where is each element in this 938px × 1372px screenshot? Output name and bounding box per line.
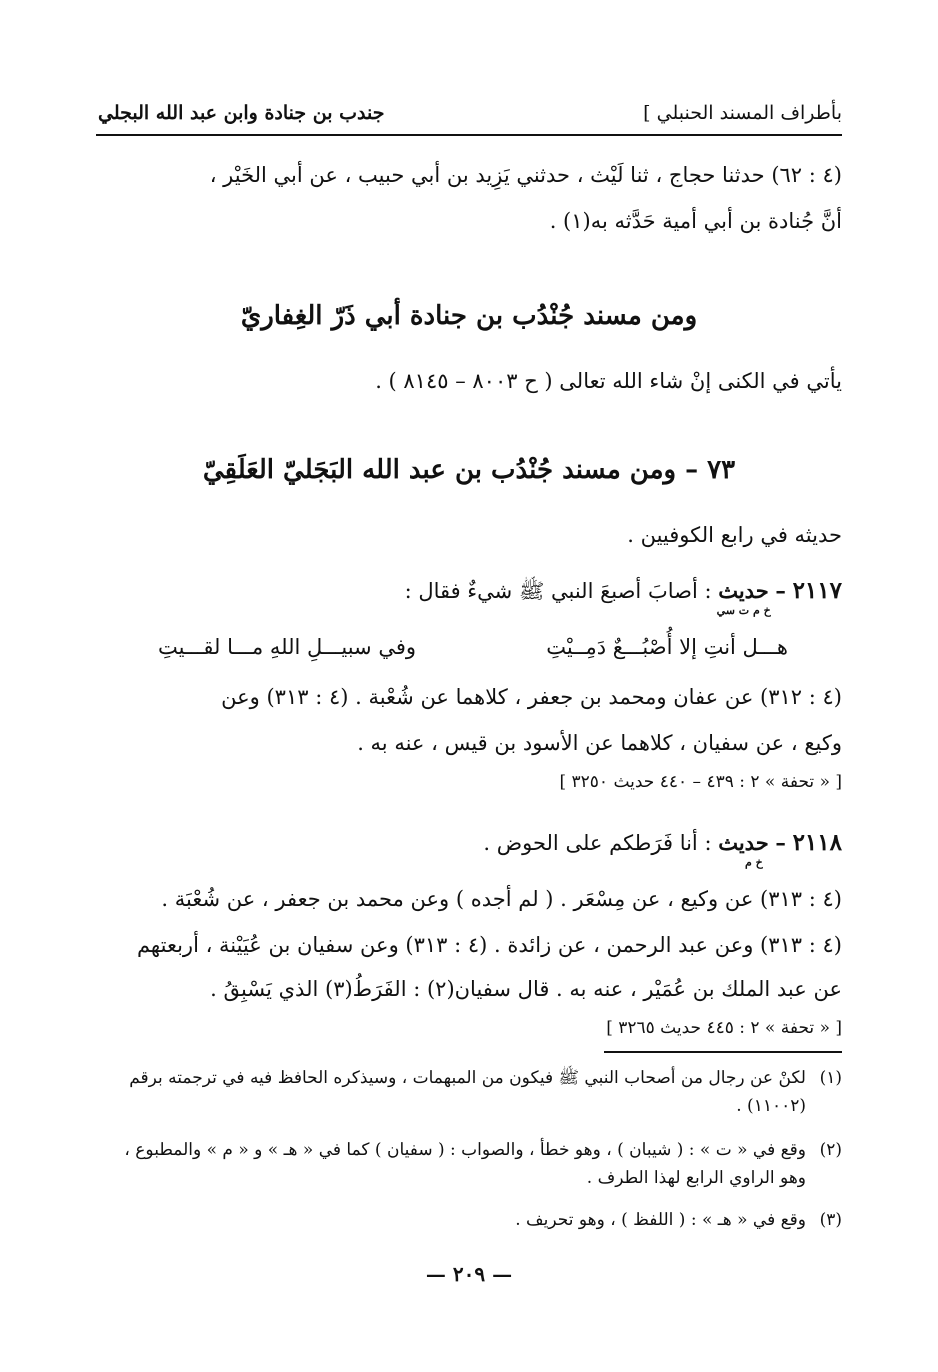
top-entry-line-1: (٤ : ٦٢) حدثنا حجاج ، ثنا لَيْث ، حدثني يَزِيد بن أبي حبيب ، عن أبي الخَيْر ، — [209, 163, 842, 187]
footnote-text-cont: (١١٠٠٢) . — [736, 1096, 806, 1116]
hadith-keyword-text: حديث — [718, 830, 769, 855]
footnote-text: وقع في « ت » : ( شيبان ) ، وهو خطأ ، والصواب : ( سفيان ) كما في « هـ » و « م » والمطبوع ، — [124, 1140, 806, 1160]
hadith-number: ٢١١٨ — [792, 829, 842, 856]
verse-hemistich-right: هـــل أنتِ إلا أُصْبُـــعٌ دَمِــيْتِ — [546, 635, 788, 659]
hadith-sigla: خ م — [744, 856, 763, 869]
footnote-number: (١) — [819, 1068, 842, 1088]
hadith-number: ٢١١٧ — [792, 577, 842, 604]
hadith-sigla: خ م ت سي — [716, 604, 771, 617]
hadith-dash: – — [775, 578, 786, 603]
hadith-text: : أنا فَرَطكم على الحوض . — [483, 831, 712, 855]
hadith-2118-tuhfa-ref: [ « تحفة » ٢ : ٤٤٥ حديث ٣٢٦٥ ] — [606, 1018, 842, 1038]
hadith-2118-isnad-line-1: (٤ : ٣١٣) عن وكيع ، عن مِسْعَر . ( لم أجده ) وعن محمد بن جعفر ، عن شُعْبَة . — [161, 887, 842, 911]
section-intro-73: حديثه في رابع الكوفيين . — [627, 523, 842, 547]
top-entry-line-2: أنَّ جُنادة بن أبي أمية حَدَّثه به(١) . — [549, 209, 842, 233]
footnote-rule — [604, 1051, 842, 1053]
section-title-abu-dharr: ومن مسند جُنْدُب بن جنادة أبي ذَرّ الغِفاريّ — [240, 301, 698, 331]
hadith-keyword — [718, 830, 769, 869]
hadith-dash: – — [775, 830, 786, 855]
hadith-2117-heading — [404, 576, 842, 617]
page-number: — ٢٠٩ — — [425, 1262, 513, 1286]
verse-hemistich-left: وفي سبيـــلِ اللهِ مـــا لقـــيتِ — [158, 635, 416, 659]
footnote-text-cont: وهو الراوي الرابع لهذا الطرف . — [586, 1168, 806, 1188]
running-header-section-title: جندب بن جنادة وابن عبد الله البجلي — [98, 102, 385, 124]
hadith-2117-isnad-line-1: (٤ : ٣١٢) عن عفان ومحمد بن جعفر ، كلاهما عن شُعْبة . (٤ : ٣١٣) وعن — [221, 685, 842, 709]
section-title-73: ٧٣ – ومن مسند جُنْدُب بن عبد الله البَجَليّ العَلَقِيّ — [202, 455, 736, 485]
section-note-abu-dharr: يأتي في الكنى إنْ شاء الله تعالى ( ح ٨٠٠٣ – ٨١٤٥ ) . — [375, 369, 842, 393]
hadith-keyword-text: حديث — [718, 578, 769, 603]
footnote-1 — [96, 1064, 842, 1120]
hadith-2117-tuhfa-ref: [ « تحفة » ٢ : ٤٣٩ – ٤٤٠ حديث ٣٢٥٠ ] — [559, 772, 842, 792]
footnote-3 — [96, 1206, 842, 1234]
hadith-2118-heading — [483, 828, 842, 869]
footnote-number: (٢) — [819, 1140, 842, 1160]
header-rule — [96, 134, 842, 136]
hadith-2117-isnad-line-2: وكيع ، عن سفيان ، كلاهما عن الأسود بن قيس ، عنه به . — [357, 731, 842, 755]
hadith-keyword — [716, 578, 771, 617]
hadith-text: : أصابَ أصبعَ النبي ﷺ شيءٌ فقال : — [404, 579, 712, 603]
hadith-2118-isnad-line-3: عن عبد الملك بن عُمَيْر ، عنه به . قال سفيان(٢) : الفَرَطُ(٣) الذي يَسْبِقُ . — [210, 977, 842, 1001]
running-header-book-title: بأطراف المسند الحنبلي ] — [643, 102, 842, 124]
hadith-2118-isnad-line-2: (٤ : ٣١٣) وعن عبد الرحمن ، عن زائدة . (٤ : ٣١٣) وعن سفيان بن عُيَيْنة ، أربعتهم — [136, 933, 842, 957]
footnote-text: وقع في « هـ » : ( اللفظ ) ، وهو تحريف . — [515, 1210, 806, 1230]
footnote-number: (٣) — [819, 1210, 842, 1230]
footnote-2 — [96, 1136, 842, 1192]
footnote-text: لكنْ عن رجال من أصحاب النبي ﷺ فيكون من المبهمات ، وسيذكره الحافظ فيه في ترجمته برقم — [129, 1068, 806, 1088]
